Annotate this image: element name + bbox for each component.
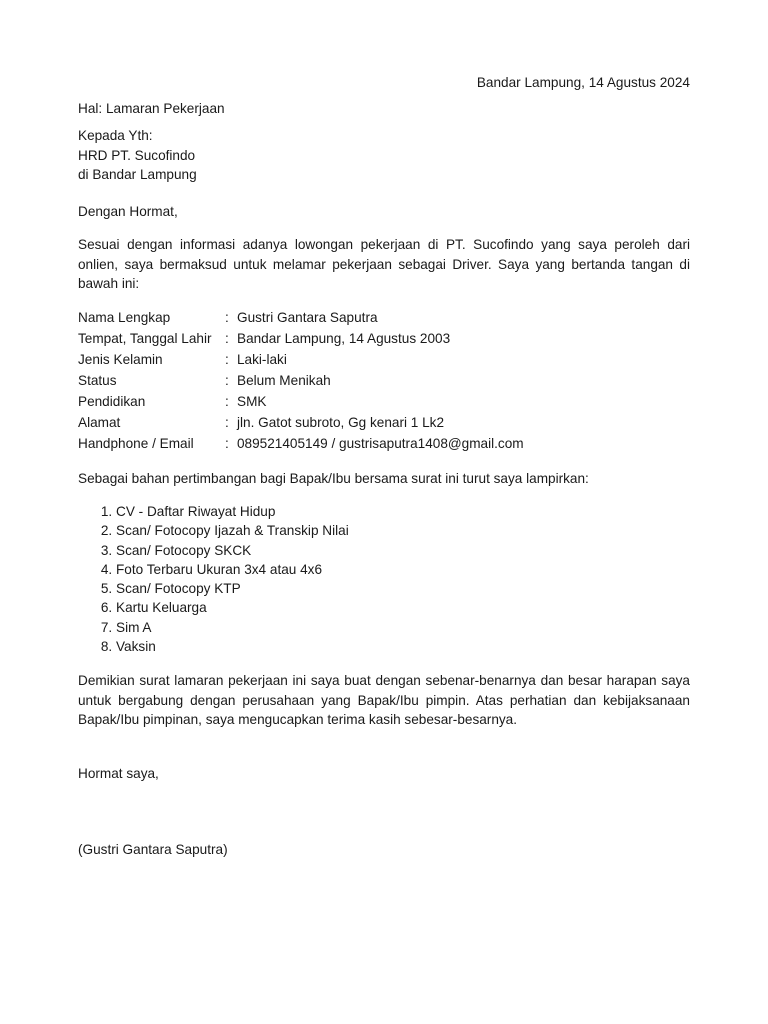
list-item: 7. Sim A <box>116 618 349 637</box>
detail-label: Nama Lengkap <box>78 310 171 325</box>
detail-label: Jenis Kelamin <box>78 352 163 367</box>
list-item: 1. CV - Daftar Riwayat Hidup <box>116 502 349 521</box>
recipient-block <box>78 126 690 185</box>
closing-paragraph <box>78 671 690 730</box>
list-item: 2. Scan/ Fotocopy Ijazah & Transkip Nilai <box>116 521 349 540</box>
detail-row <box>78 350 524 371</box>
detail-label: Pendidikan <box>78 394 146 409</box>
detail-value: Gustri Gantara Saputra <box>237 310 378 325</box>
detail-value: jln. Gatot subroto, Gg kenari 1 Lk2 <box>237 415 445 430</box>
list-item: 5. Scan/ Fotocopy KTP <box>116 579 349 598</box>
place-date: Bandar Lampung, 14 Agustus 2024 <box>476 75 690 90</box>
intro-paragraph <box>78 235 690 294</box>
list-item: 4. Foto Terbaru Ukuran 3x4 atau 4x6 <box>116 560 349 579</box>
recipient-line: di Bandar Lampung <box>78 167 197 182</box>
greeting: Dengan Hormat, <box>78 204 178 219</box>
detail-value: 089521405149 / gustrisaputra1408@gmail.com <box>237 436 524 451</box>
detail-row <box>78 308 524 329</box>
detail-row <box>78 371 524 392</box>
detail-row <box>78 413 524 434</box>
detail-colon: : <box>225 394 229 409</box>
list-item: 3. Scan/ Fotocopy SKCK <box>116 541 349 560</box>
closing-line: Demikian surat lamaran pekerjaan ini saya buat dengan sebenar-benarnya dan besar harapan saya <box>78 673 690 688</box>
attachments-intro: Sebagai bahan pertimbangan bagi Bapak/Ibu bersama surat ini turut saya lampirkan: <box>78 471 589 486</box>
list-item: 8. Vaksin <box>116 637 349 656</box>
detail-colon: : <box>225 415 229 430</box>
sign-off: Hormat saya, <box>78 766 159 781</box>
intro-line: Sesuai dengan informasi adanya lowongan pekerjaan di PT. Sucofindo yang saya peroleh dari <box>78 237 690 252</box>
detail-value: Belum Menikah <box>237 373 331 388</box>
subject-line: Hal: Lamaran Pekerjaan <box>78 101 225 116</box>
detail-row <box>78 434 524 455</box>
intro-line: onlien, saya bermaksud untuk melamar pekerjaan sebagai Driver. Saya yang bertanda tangan di <box>78 256 690 272</box>
detail-value: SMK <box>237 394 267 409</box>
detail-label: Alamat <box>78 415 121 430</box>
applicant-details-table <box>78 308 524 455</box>
closing-line: Bapak/Ibu pimpinan, saya mengucapkan terima kasih sebesar-besarnya. <box>78 712 518 727</box>
recipient-line: Kepada Yth: <box>78 128 153 143</box>
recipient-line: HRD PT. Sucofindo <box>78 147 196 163</box>
detail-colon: : <box>225 436 229 451</box>
detail-value: Bandar Lampung, 14 Agustus 2003 <box>237 331 451 346</box>
detail-label: Status <box>78 373 117 388</box>
detail-row <box>78 329 524 350</box>
intro-line: bawah ini: <box>78 276 140 291</box>
detail-colon: : <box>225 373 229 388</box>
detail-colon: : <box>225 310 229 325</box>
attachments-list <box>78 502 349 656</box>
detail-label: Tempat, Tanggal Lahir <box>78 331 212 346</box>
detail-label: Handphone / Email <box>78 436 194 451</box>
closing-line: untuk bergabung dengan perusahaan yang Bapak/Ibu pimpin. Atas perhatian dan kebijaksanaan <box>78 692 690 708</box>
detail-colon: : <box>225 352 229 367</box>
detail-colon: : <box>225 331 229 346</box>
detail-row <box>78 392 524 413</box>
list-item: 6. Kartu Keluarga <box>116 598 349 617</box>
signature-name: (Gustri Gantara Saputra) <box>78 842 228 857</box>
detail-value: Laki-laki <box>237 352 287 367</box>
